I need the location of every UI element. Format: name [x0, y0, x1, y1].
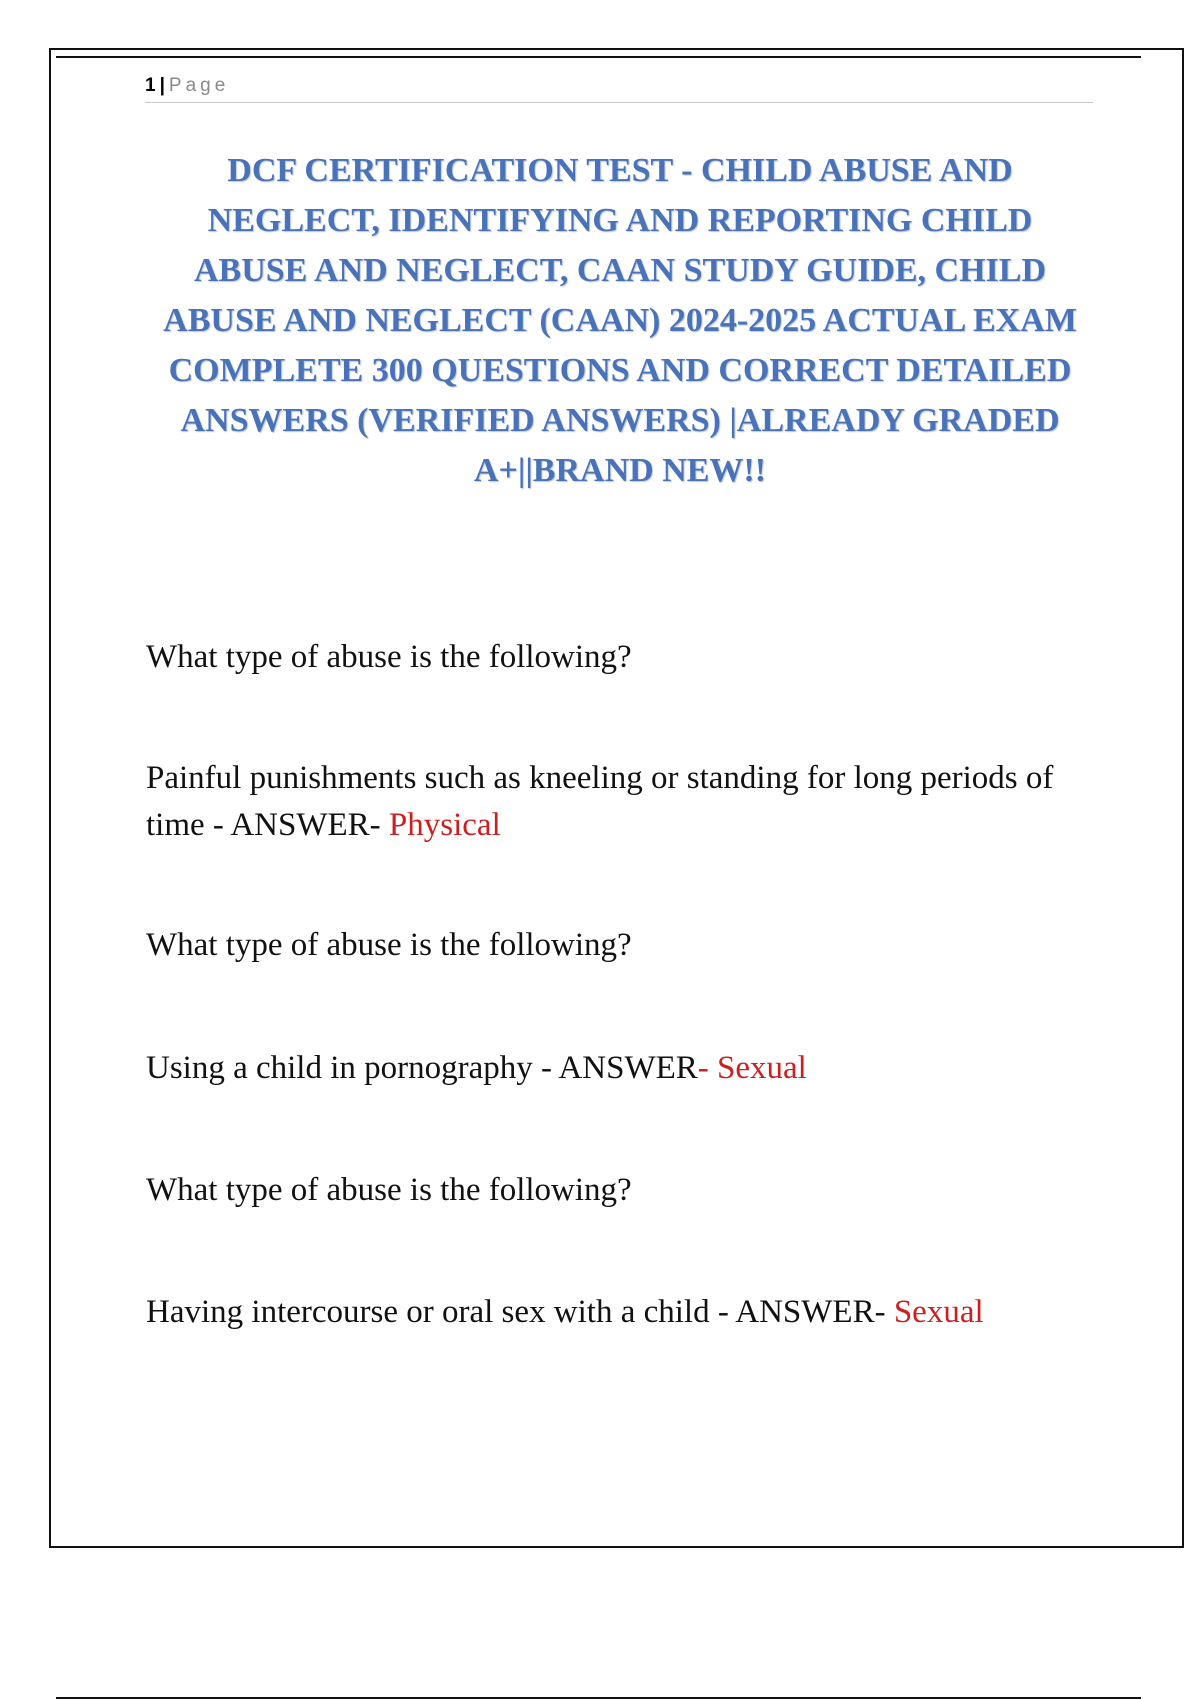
prompt-3-text: Having intercourse or oral sex with a child - ANSWER-	[146, 1294, 894, 1330]
prompt-1	[146, 755, 1106, 849]
page-separator: |	[159, 75, 165, 96]
prompt-2	[146, 1045, 1106, 1092]
prompt-3	[146, 1289, 1106, 1336]
page-header	[145, 74, 1093, 103]
question-1: What type of abuse is the following?	[146, 639, 632, 675]
bottom-rule	[56, 1697, 1141, 1699]
answer-3: Sexual	[893, 1294, 984, 1330]
question-3: What type of abuse is the following?	[146, 1172, 632, 1208]
answer-2: - Sexual	[697, 1050, 807, 1086]
question-2: What type of abuse is the following?	[146, 927, 632, 963]
page-number: 1	[145, 75, 156, 96]
prompt-1-text: Painful punishments such as kneeling or standing for long periods of time - ANSWER-	[146, 760, 1054, 843]
document-title: DCF CERTIFICATION TEST - CHILD ABUSE AND NEGLECT, IDENTIFYING AND REPORTING CHILD ABUSE AND NEGLECT, CAAN STUDY GUIDE, CHILD ABUSE AND NEGLECT (CAAN) 2024-2025 ACTUAL EXAM COMPLETE 300 QUESTIONS AND CORRECT DETAILED ANSWERS (VERIFIED ANSWERS) |ALREADY GRADED A+||BRAND NEW!!	[163, 152, 1077, 489]
top-rule	[56, 56, 1141, 58]
prompt-2-text: Using a child in pornography - ANSWER	[146, 1050, 698, 1086]
answer-1: Physical	[388, 807, 501, 843]
page-word: Page	[168, 75, 230, 96]
